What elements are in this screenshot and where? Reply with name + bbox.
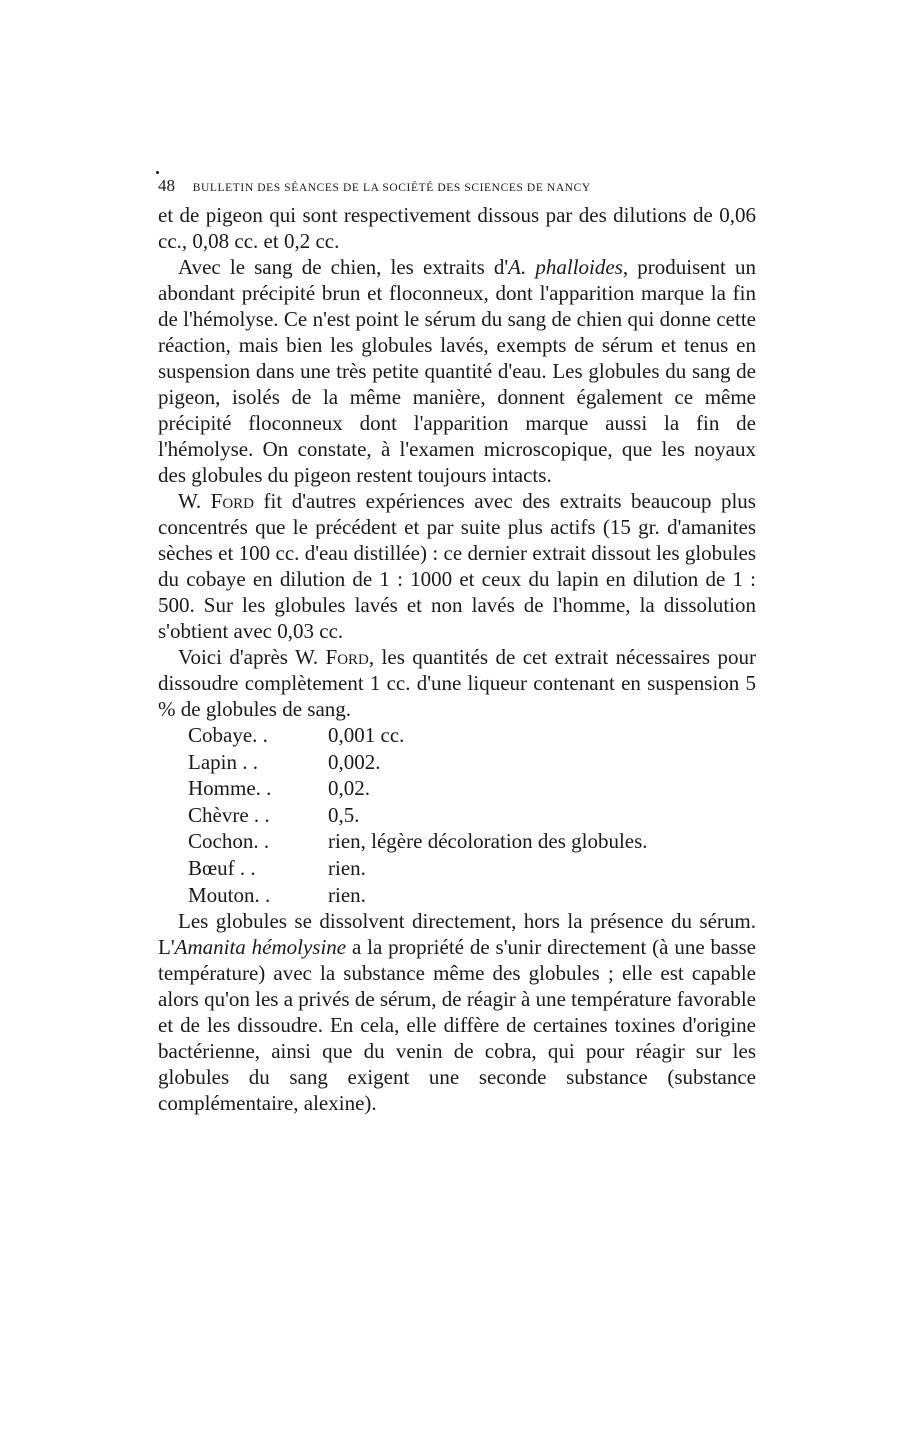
document-page [158, 176, 756, 1116]
animal-name: Homme. . [188, 776, 272, 801]
table-row [188, 882, 756, 909]
table-row [188, 749, 756, 776]
extract-amount: 0,5. [328, 802, 360, 827]
extract-amount: 0,001 cc. [328, 723, 405, 747]
page-header [158, 176, 756, 198]
paragraph-3: W. Ford fit d'autres expériences avec des extraits beaucoup plus concentrés que le précédent et par suite plus actifs (15 gr. d'amanites sèches et 100 cc. d'eau distillée) : ce dernier extrait dissout les globules du cobaye en dilution de 1 : 1000 et ceux du lapin en dilution de 1 : 500. Sur les globules lavés et non lavés de l'homme, la dissolution s'obtient avec 0,03 cc. [158, 489, 756, 643]
running-title: BULLETIN DES SÉANCES DE LA SOCIÉTÉ DES SCIENCES DE NANCY [192, 182, 591, 194]
extract-amount: 0,02. [328, 776, 370, 801]
author-name: Ford [325, 645, 369, 669]
extract-amount: 0,002. [328, 749, 381, 774]
paragraph-2: Avec le sang de chien, les extraits d'A. phalloides, produisent un abondant précipité brun et floconneux, dont l'apparition marque la fin de l'hémolyse. Ce n'est point le sérum du sang de chien qui donne cette réaction, mais bien les globules lavés, exempts de sérum et tenus en suspension dans une très petite quantité d'eau. Les globules du sang de pigeon, isolés de la même manière, donnent également ce même précipité floconneux dont l'apparition marque aussi la fin de l'hémolyse. On constate, à l'examen microscopique, que les noyaux des globules du pigeon restent toujours intacts. [158, 255, 757, 487]
animal-name: Cochon. . [188, 829, 270, 854]
extract-amount: rien. [328, 855, 366, 880]
extract-amount: rien, légère décoloration des globules. [328, 829, 648, 854]
animal-name: Chèvre . . [188, 802, 270, 827]
extract-amount: rien. [328, 882, 366, 907]
table-row [188, 802, 756, 829]
table-row [188, 722, 756, 749]
toxin-name: Amanita hémolysine [174, 935, 347, 960]
animal-name: Bœuf . . [188, 855, 256, 880]
paragraph-4: Voici d'après W. Ford, les quantités de cet extrait nécessaires pour dissoudre complètement 1 cc. d'une liqueur contenant en suspension 5 % de globules de sang. [158, 645, 756, 721]
table-row [188, 775, 756, 802]
animal-name: Lapin . . [188, 749, 258, 774]
table-row [188, 828, 756, 855]
page-number: 48 [158, 176, 175, 195]
quantities-table [188, 722, 756, 908]
animal-name: Mouton. . [188, 882, 271, 907]
animal-name: Cobaye. . [188, 723, 268, 747]
paragraph-1: et de pigeon qui sont respectivement dissous par des dilutions de 0,06 cc., 0,08 cc. et 0,2 cc. [158, 203, 756, 253]
species-name: A. phalloides [508, 255, 623, 279]
paragraph-5: Les globules se dissolvent directement, hors la présence du sérum. L'Amanita hémolysine a la propriété de s'unir directement (à une basse température) avec la substance même des globules ; elle est capable alors qu'on les a privés de sérum, de réagir à une température favorable et de les dissoudre. En cela, elle diffère de certaines toxines d'origine bactérienne, ainsi que du venin de cobra, qui pour réagir sur les globules du sang exigent une seconde substance (substance complémentaire, alexine). [158, 909, 756, 1116]
author-name: Ford [210, 489, 255, 513]
table-row [188, 855, 756, 882]
